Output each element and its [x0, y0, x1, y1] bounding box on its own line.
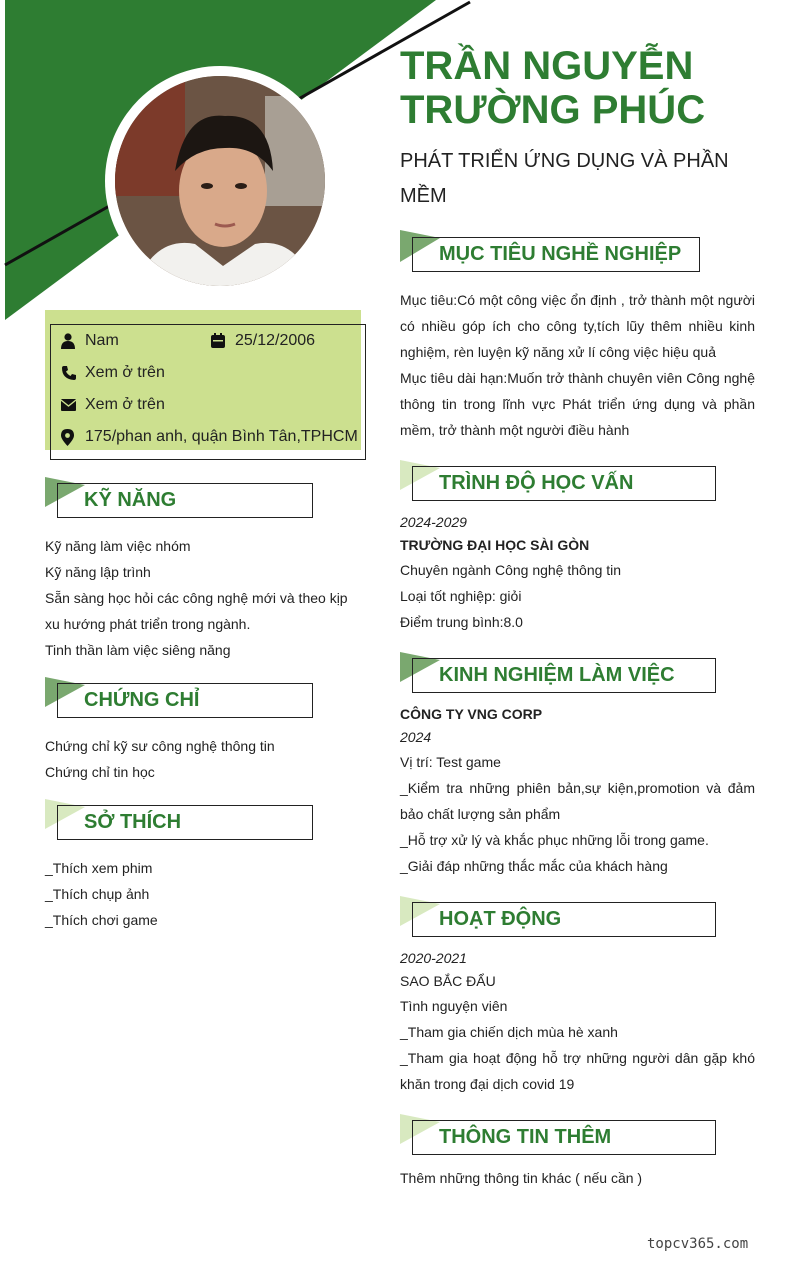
mail-icon	[61, 399, 76, 412]
experience-duty: _Giải đáp những thắc mắc của khách hàng	[400, 858, 668, 874]
education-school: TRƯỜNG ĐẠI HỌC SÀI GÒN	[400, 537, 590, 553]
activities-org: SAO BẮC ĐẨU	[400, 973, 496, 989]
email-value: Xem ở trên	[85, 396, 165, 413]
skill-item: Sẵn sàng học hỏi các công nghệ mới và theo kịp	[45, 590, 348, 606]
skill-item: Tinh thần làm việc siêng năng	[45, 642, 231, 658]
experience-position: Vị trí: Test game	[400, 754, 501, 770]
certificate-item: Chứng chỉ kỹ sư công nghệ thông tin	[45, 738, 275, 754]
education-heading: TRÌNH ĐỘ HỌC VẤN	[412, 466, 716, 501]
certificates-heading: CHỨNG CHỈ	[57, 683, 313, 718]
experience-duty: _Hỗ trợ xử lý và khắc phục những lỗi trong game.	[400, 832, 709, 848]
hobby-item: _Thích xem phim	[45, 860, 153, 876]
skill-item: Kỹ năng làm việc nhóm	[45, 538, 191, 554]
education-gpa: Điểm trung bình:8.0	[400, 614, 523, 630]
person-icon	[61, 333, 75, 349]
education-rank: Loại tốt nghiệp: giỏi	[400, 588, 522, 604]
name-line-2: TRƯỜNG PHÚC	[400, 88, 706, 132]
skills-heading: KỸ NĂNG	[57, 483, 313, 518]
skill-item: xu hướng phát triển trong ngành.	[45, 616, 251, 632]
calendar-icon	[211, 333, 225, 348]
additional-text: Thêm những thông tin khác ( nếu cần )	[400, 1170, 643, 1186]
contact-email	[85, 395, 165, 415]
footer-watermark: topcv365.com	[647, 1236, 749, 1252]
activities-item: _Tham gia chiến dịch mùa hè xanh	[400, 1024, 618, 1040]
hobbies-list	[45, 855, 365, 933]
birthday-value: 25/12/2006	[235, 332, 316, 349]
additional-heading: THÔNG TIN THÊM	[412, 1120, 716, 1155]
hobbies-heading: SỞ THÍCH	[57, 805, 313, 840]
certificates-list	[45, 733, 365, 785]
certificate-item: Chứng chỉ tin học	[45, 764, 155, 780]
experience-heading: KINH NGHIỆM LÀM VIỆC	[412, 658, 716, 693]
hobby-item: _Thích chơi game	[45, 912, 158, 928]
experience-year: 2024	[400, 729, 432, 745]
avatar	[105, 66, 335, 296]
experience-company: CÔNG TY VNG CORP	[400, 706, 543, 722]
contact-birthday	[235, 331, 315, 351]
objective-long-term: Mục tiêu dài hạn:Muốn trở thành chuyên viên Công nghệ thông tin trong lĩnh vực Phát triển ứng dụng và phần mềm, trở thành một người điều hành	[400, 370, 755, 438]
address-value: 175/phan anh, quận Bình Tân,TPHCM	[85, 428, 358, 445]
location-pin-icon	[61, 429, 74, 446]
activities-item: _Tham gia hoạt động hỗ trợ những người dân gặp khó khăn trong đại dịch covid 19	[400, 1050, 755, 1092]
gender-value: Nam	[85, 332, 119, 349]
contact-address	[85, 427, 358, 447]
phone-value: Xem ở trên	[85, 364, 165, 381]
activities-role: Tình nguyện viên	[400, 998, 508, 1014]
name-line-1: TRẦN NGUYỄN	[400, 44, 694, 88]
activities-heading: HOẠT ĐỘNG	[412, 902, 716, 937]
education-period: 2024-2029	[400, 514, 467, 530]
objective-heading: MỤC TIÊU NGHỀ NGHIỆP	[412, 237, 700, 272]
skills-list	[45, 533, 365, 663]
skill-item: Kỹ năng lập trình	[45, 564, 151, 580]
contact-gender	[85, 331, 119, 351]
education-major: Chuyên ngành Công nghệ thông tin	[400, 562, 622, 578]
job-title: PHÁT TRIỂN ỨNG DỤNG VÀ PHẦN MỀM	[400, 150, 729, 207]
profile-photo	[115, 76, 325, 286]
activities-period: 2020-2021	[400, 950, 467, 966]
experience-duty: _Kiểm tra những phiên bản,sự kiện,promotion và đảm bảo chất lượng sản phẩm	[400, 780, 755, 822]
candidate-name	[400, 44, 780, 132]
objective-short-term: Mục tiêu:Có một công việc ổn định , trở thành một người có nhiều góp ích cho công ty,tích lũy thêm nhiều kinh nghiệm, rèn luyện kỹ năng xử lí công việc hiệu quả	[400, 292, 755, 360]
hobby-item: _Thích chụp ảnh	[45, 886, 150, 902]
phone-icon	[61, 365, 77, 381]
contact-phone	[85, 363, 165, 383]
